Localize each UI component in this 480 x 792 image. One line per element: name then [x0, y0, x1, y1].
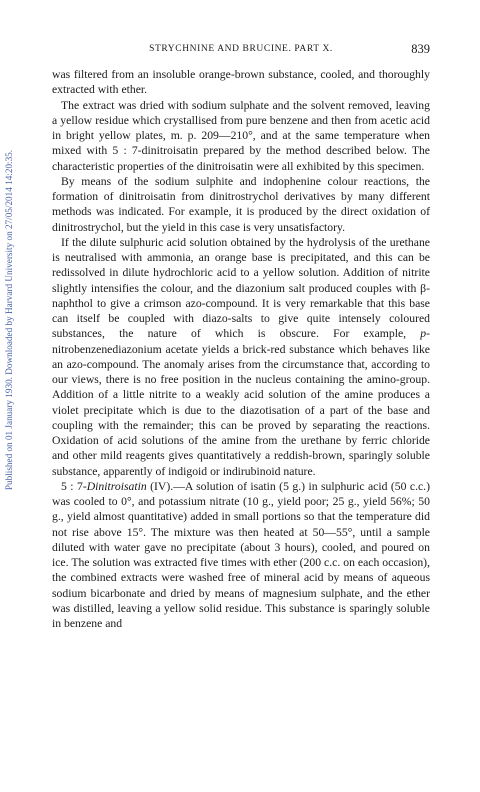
download-watermark-text: Published on 01 January 1930. Downloaded by Harvard University on 27/05/2014 14:20:35.	[4, 149, 14, 491]
text-run: By means of the sodium sulphite and indophenine colour reactions, the formation of dinitroisatin from dinitrostrychol derivatives by many different methods was indicated. For example, it is produced by the direct oxidation of dinitrostrychol, but the yield in this case is very unsatisfactory.	[52, 174, 430, 234]
article-body	[52, 67, 430, 631]
text-run: The extract was dried with sodium sulphate and the solvent removed, leaving a yellow residue which crystallised from pure benzene and then from acetic acid in bright yellow plates, m. p. 209—210°, and at the same temperature when mixed with 5 : 7-dinitroisatin prepared by the method described below. The characteristic properties of the dinitroisatin were all exhibited by this specimen.	[52, 98, 430, 173]
paragraph	[52, 479, 430, 632]
running-head: STRYCHNINE AND BRUCINE. PART X.	[149, 44, 333, 54]
text-run: (IV).—A solution of isatin (5 g.) in sulphuric acid (50 c.c.) was cooled to 0°, and potassium nitrate (10 g., yield poor; 25 g., yield 56%; 50 g., yield almost quantitative) added in small portions so that the temperature did not rise above 15°. The mixture was then heated at 50—55°, until a sample diluted with water gave no precipitate (about 3 hours), cooled, and poured on ice. The solution was extracted five times with ether (200 c.c. on each occasion), the combined extracts were washed free of mineral acid by means of aqueous sodium bicarbonate and dried by means of magnesium sulphate, and the ether was distilled, leaving a yellow solid residue. This substance is sparingly soluble in benzene and	[52, 479, 431, 630]
paragraph	[52, 235, 430, 479]
text-run: was filtered from an insoluble orange-brown substance, cooled, and thoroughly extracted with ether.	[52, 68, 430, 97]
italic-text-run: Dinitroisatin	[86, 479, 147, 493]
download-watermark	[2, 100, 16, 540]
paragraph	[52, 67, 430, 98]
paragraph	[52, 98, 430, 174]
paragraph	[52, 174, 430, 235]
italic-text-run: p	[420, 327, 427, 341]
page-header	[52, 42, 430, 58]
text-run: If the dilute sulphuric acid solution obtained by the hydrolysis of the urethane is neutralised with ammonia, an orange base is precipitated, and this can be redissolved in dilute hydrochloric acid to a yellow solution. Addition of nitrite slightly intensifies the colour, and the diazonium salt produced couples with β-naphthol to give a crimson azo-compound. It is very remarkable that this base can itself be coupled with diazo-salts to give quite intensely coloured substances, the nature of which is obscure. For example,	[52, 235, 430, 341]
page-number: 839	[411, 42, 430, 56]
text-run: -nitrobenzenediazonium acetate yields a brick-red substance which behaves like an azo-compound. The anomaly arises from the circumstance that, according to our views, there is no free position in the nucleus containing the amino-group. Addition of a little nitrite to a weakly acid solution of the amine produces a violet precipitate which is due to the diazotisation of a part of the base and coupling with the remainder; this can be proved by separating the reactions. Oxidation of acid solutions of the amine from the urethane by ferric chloride and other mild reagents gives quantitatively a reddish-brown, sparingly soluble substance, apparently of indigoid or indirubinoid nature.	[52, 327, 430, 478]
text-run: 5 : 7-	[61, 479, 87, 493]
